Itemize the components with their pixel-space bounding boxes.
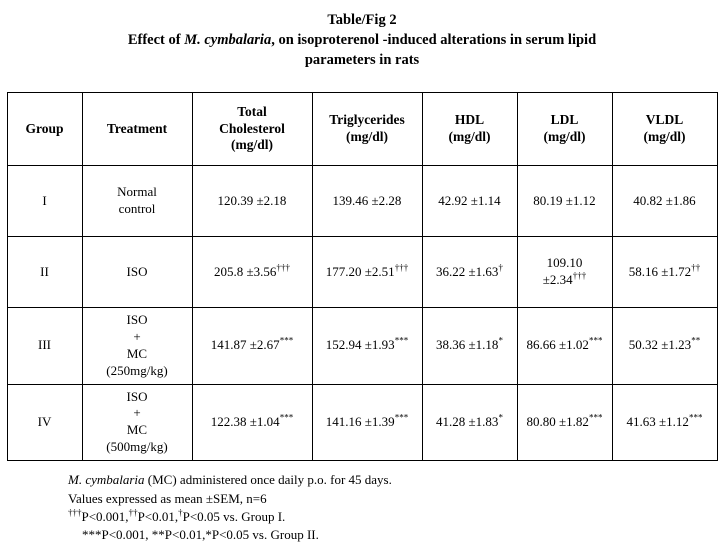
footnote-p001-group1: P<0.001, <box>81 509 129 525</box>
value: 58.16 ±1.72 <box>628 263 692 279</box>
value: 41.28 ±1.83 <box>436 413 499 429</box>
column-header-ldl <box>517 93 612 166</box>
column-header-vldl <box>612 93 717 166</box>
value: 50.32 ±1.23 <box>628 337 692 353</box>
column-header-total-cholesterol-label2: Cholesterol <box>219 120 285 136</box>
table-footnotes <box>68 471 724 545</box>
cell-triglycerides <box>312 384 422 461</box>
table-row <box>7 237 717 308</box>
significance-marker: * <box>498 336 503 346</box>
value: 109.10 <box>546 255 583 271</box>
dagger-marker-1: † <box>178 507 183 518</box>
column-header-triglycerides-unit: (mg/dl) <box>346 129 388 144</box>
cell-vldl <box>612 308 717 385</box>
value-line2 <box>520 272 610 289</box>
value: 120.39 ±2.18 <box>217 192 287 208</box>
column-header-hdl-unit: (mg/dl) <box>448 129 491 144</box>
significance-marker: *** <box>688 412 703 423</box>
column-header-treatment-label: Treatment <box>106 120 168 136</box>
treatment-line: ISO <box>126 312 148 327</box>
table-body <box>7 166 717 461</box>
column-header-hdl <box>422 93 517 166</box>
cell-treatment <box>82 308 192 385</box>
lipid-parameters-table <box>7 92 718 461</box>
table-row <box>7 308 717 385</box>
treatment-line: ISO <box>126 263 148 279</box>
figure-title-line2-pre: Effect of <box>127 32 185 48</box>
column-header-total-cholesterol-label1: Total <box>237 103 267 119</box>
value: 177.20 ±2.51 <box>325 263 395 279</box>
cell-treatment <box>82 237 192 308</box>
value: 80.80 ±1.82 <box>526 413 589 429</box>
significance-marker: *** <box>279 412 294 423</box>
value: 41.63 ±1.12 <box>626 413 689 429</box>
value: 36.22 ±1.63 <box>436 263 499 279</box>
figure-title <box>0 0 724 70</box>
treatment-line: Normal <box>117 184 157 200</box>
column-header-total-cholesterol-unit: (mg/dl) <box>231 137 273 153</box>
significance-marker: †† <box>691 262 701 273</box>
treatment-line: MC <box>126 422 148 438</box>
cell-group: III <box>7 308 82 385</box>
value: 139.46 ±2.28 <box>332 192 402 208</box>
value: 40.82 ±1.86 <box>633 192 696 208</box>
value: 80.19 ±1.12 <box>533 192 596 208</box>
dagger-marker-2: †† <box>128 507 138 518</box>
dagger-marker-3: ††† <box>68 507 82 518</box>
footnote-line-1-rest: (MC) administered once daily p.o. for 45 days. <box>144 472 392 488</box>
value: 38.36 ±1.18 <box>436 337 499 353</box>
table-row <box>7 166 717 237</box>
figure-title-species: M. cymbalaria <box>184 32 272 48</box>
column-header-treatment <box>82 93 192 166</box>
cell-hdl <box>422 308 517 385</box>
footnote-line-2: Values expressed as mean ±SEM, n=6 <box>68 490 267 506</box>
footnote-species: M. cymbalaria <box>68 472 145 488</box>
cell-total-cholesterol <box>192 166 312 237</box>
cell-group: II <box>7 237 82 308</box>
cell-triglycerides <box>312 237 422 308</box>
significance-marker: *** <box>394 336 409 346</box>
treatment-line: + <box>133 405 141 421</box>
treatment-line: MC <box>126 345 148 361</box>
column-header-triglycerides-label: Triglycerides <box>329 112 405 128</box>
significance-marker: † <box>498 262 503 273</box>
cell-triglycerides <box>312 166 422 237</box>
significance-marker: *** <box>588 336 603 346</box>
table-row <box>7 384 717 461</box>
column-header-vldl-unit: (mg/dl) <box>643 129 686 144</box>
cell-hdl <box>422 384 517 461</box>
value: 86.66 ±1.02 <box>526 337 589 353</box>
cell-treatment <box>82 384 192 461</box>
cell-group: IV <box>7 384 82 461</box>
significance-marker: *** <box>588 412 603 423</box>
figure-title-line1: Table/Fig 2 <box>327 12 397 28</box>
column-header-hdl-label: HDL <box>454 112 485 128</box>
significance-marker: *** <box>394 412 409 423</box>
cell-vldl <box>612 237 717 308</box>
significance-marker: ††† <box>276 262 290 273</box>
significance-marker: ††† <box>572 270 587 281</box>
figure-title-line2-post: , on isoproterenol -induced alterations in serum lipid <box>271 32 597 48</box>
value: 141.16 ±1.39 <box>325 413 395 429</box>
significance-marker: ** <box>691 336 701 346</box>
cell-total-cholesterol <box>192 384 312 461</box>
value: 42.92 ±1.14 <box>438 192 501 208</box>
cell-total-cholesterol <box>192 308 312 385</box>
cell-ldl <box>517 384 612 461</box>
footnote-p05-group1: P<0.05 vs. Group I. <box>182 509 286 525</box>
column-header-group <box>7 93 82 166</box>
footnote-line-1 <box>68 471 724 489</box>
value: 141.87 ±2.67 <box>210 337 280 353</box>
cell-hdl <box>422 237 517 308</box>
cell-treatment <box>82 166 192 237</box>
column-header-ldl-unit: (mg/dl) <box>543 129 586 144</box>
treatment-line: (250mg/kg) <box>106 362 168 378</box>
footnote-line-3 <box>68 508 724 526</box>
significance-marker: *** <box>279 336 294 346</box>
column-header-triglycerides <box>312 93 422 166</box>
cell-total-cholesterol <box>192 237 312 308</box>
treatment-line: ISO <box>126 388 148 404</box>
figure-title-line2 <box>62 30 662 50</box>
cell-vldl <box>612 384 717 461</box>
table-header-row <box>7 93 717 166</box>
treatment-line: (500mg/kg) <box>106 439 168 455</box>
value: 205.8 ±3.56 <box>214 263 277 279</box>
treatment-line: + <box>133 328 141 344</box>
value: 152.94 ±1.93 <box>325 337 395 353</box>
treatment-line: control <box>118 201 156 216</box>
column-header-group-label: Group <box>25 120 64 136</box>
footnote-p01-group1: P<0.01, <box>137 509 179 525</box>
cell-triglycerides <box>312 308 422 385</box>
table-header <box>7 93 717 166</box>
significance-marker: * <box>498 412 503 423</box>
footnote-line-4: ***P<0.001, **P<0.01,*P<0.05 vs. Group II. <box>82 527 319 543</box>
cell-ldl <box>517 308 612 385</box>
column-header-ldl-label: LDL <box>550 112 579 128</box>
value: 122.38 ±1.04 <box>210 413 280 429</box>
column-header-total-cholesterol <box>192 93 312 166</box>
value-continued: ±2.34 <box>542 272 573 287</box>
significance-marker: ††† <box>394 262 409 273</box>
cell-group: I <box>7 166 82 237</box>
cell-vldl <box>612 166 717 237</box>
cell-ldl <box>517 237 612 308</box>
figure-title-line3: parameters in rats <box>304 52 420 68</box>
cell-ldl <box>517 166 612 237</box>
cell-hdl <box>422 166 517 237</box>
column-header-vldl-label: VLDL <box>645 112 684 128</box>
